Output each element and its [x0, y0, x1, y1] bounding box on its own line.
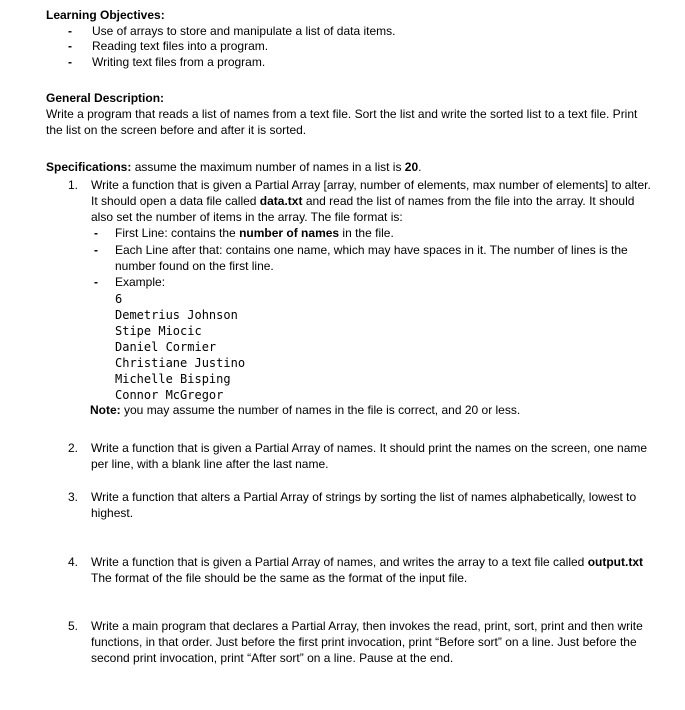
- learning-objective-item: - Reading text files into a program.: [46, 39, 651, 55]
- spec-item-3-text: Write a function that alters a Partial Array of strings by sorting the list of names alphabetically, lowest to highest.: [91, 490, 637, 521]
- example-line: Michelle Bisping: [115, 372, 231, 387]
- spec-item-3: [46, 489, 651, 521]
- specifications-section: [46, 160, 651, 666]
- first-line-text-a: First Line: contains the: [115, 226, 240, 241]
- max-names-value: 20: [404, 160, 419, 175]
- document-page: [46, 8, 651, 667]
- example-line: Daniel Cormier: [115, 340, 217, 355]
- general-description-section: [46, 91, 651, 138]
- specifications-heading: Specifications:: [46, 160, 132, 175]
- general-description-heading: General Description:: [46, 91, 165, 106]
- first-line-text-c: in the file.: [339, 226, 394, 241]
- spec-item-number: 3.: [68, 490, 79, 505]
- spec-item-number: 5.: [68, 618, 79, 633]
- note-label: Note:: [90, 403, 121, 418]
- spec-item-4-text-b: The format of the file should be the same as the format of the input file.: [91, 554, 650, 585]
- spec-item-number: 4.: [68, 554, 79, 569]
- example-line: 6: [115, 292, 123, 307]
- specifications-intro: [46, 160, 651, 176]
- example-line: Christiane Justino: [115, 356, 246, 371]
- example-line: Stipe Miocic: [115, 324, 202, 339]
- file-format-example-label: - Example:: [91, 274, 651, 290]
- specifications-intro-text: assume the maximum number of names in a list is: [131, 160, 405, 175]
- spec-item-1-text-a: Write a function that is given a Partial Array [array, number of elements, max number of elements] to alter. It should open a data file called: [91, 177, 651, 208]
- learning-objectives-list: [46, 24, 651, 71]
- spec-item-1: [46, 177, 651, 419]
- file-format-first-line: [91, 225, 651, 241]
- example-line: Connor McGregor: [115, 388, 224, 403]
- spec-item-5-text: Write a main program that declares a Partial Array, then invokes the read, print, sort, print and then write functions, in that order. Just before the first print invocation, print “Before sort” on a line. Just before the second print invocation, print “After sort” on a line. Pause at the end.: [91, 618, 643, 666]
- file-format-list: [91, 225, 651, 290]
- learning-objective-item: - Writing text files from a program.: [46, 55, 651, 71]
- learning-objectives-heading: Learning Objectives:: [46, 8, 165, 22]
- example-file-content: [91, 291, 651, 403]
- general-description-text: Write a program that reads a list of names from a text file. Sort the list and write the sorted list to a text file. Print the list on the screen before and after it is sorted.: [46, 106, 638, 137]
- spec-item-number: 1.: [68, 177, 79, 192]
- first-line-bold: number of names: [239, 226, 340, 241]
- learning-objectives-section: [46, 8, 651, 70]
- specifications-intro-end: .: [418, 160, 422, 175]
- spec-item-2-text: Write a function that is given a Partial Array of names. It should print the names on the screen, one name per line, with a blank line after the last name.: [91, 440, 648, 471]
- spec-item-4: [46, 554, 651, 586]
- note-line: [90, 403, 651, 419]
- note-text: you may assume the number of names in the file is correct, and 20 or less.: [120, 403, 521, 418]
- output-file-name: output.txt: [587, 554, 643, 569]
- spec-item-2: [46, 440, 651, 472]
- file-format-each-line: - Each Line after that: contains one name, which may have spaces in it. The number of lines is the number found on the first line.: [91, 242, 651, 274]
- spec-item-1-text-b: and read the list of names from the file into the array. It should also set the number of items in the array. The file format is:: [91, 193, 635, 225]
- example-line: Demetrius Johnson: [115, 308, 238, 323]
- spec-item-number: 2.: [68, 440, 79, 455]
- learning-objective-item: - Use of arrays to store and manipulate a list of data items.: [46, 24, 651, 40]
- spec-item-4-text-a: Write a function that is given a Partial Array of names, and writes the array to a text file called: [91, 554, 588, 569]
- spec-item-1-text: [91, 177, 651, 226]
- data-file-name: data.txt: [259, 193, 303, 208]
- spec-item-5: [46, 618, 651, 667]
